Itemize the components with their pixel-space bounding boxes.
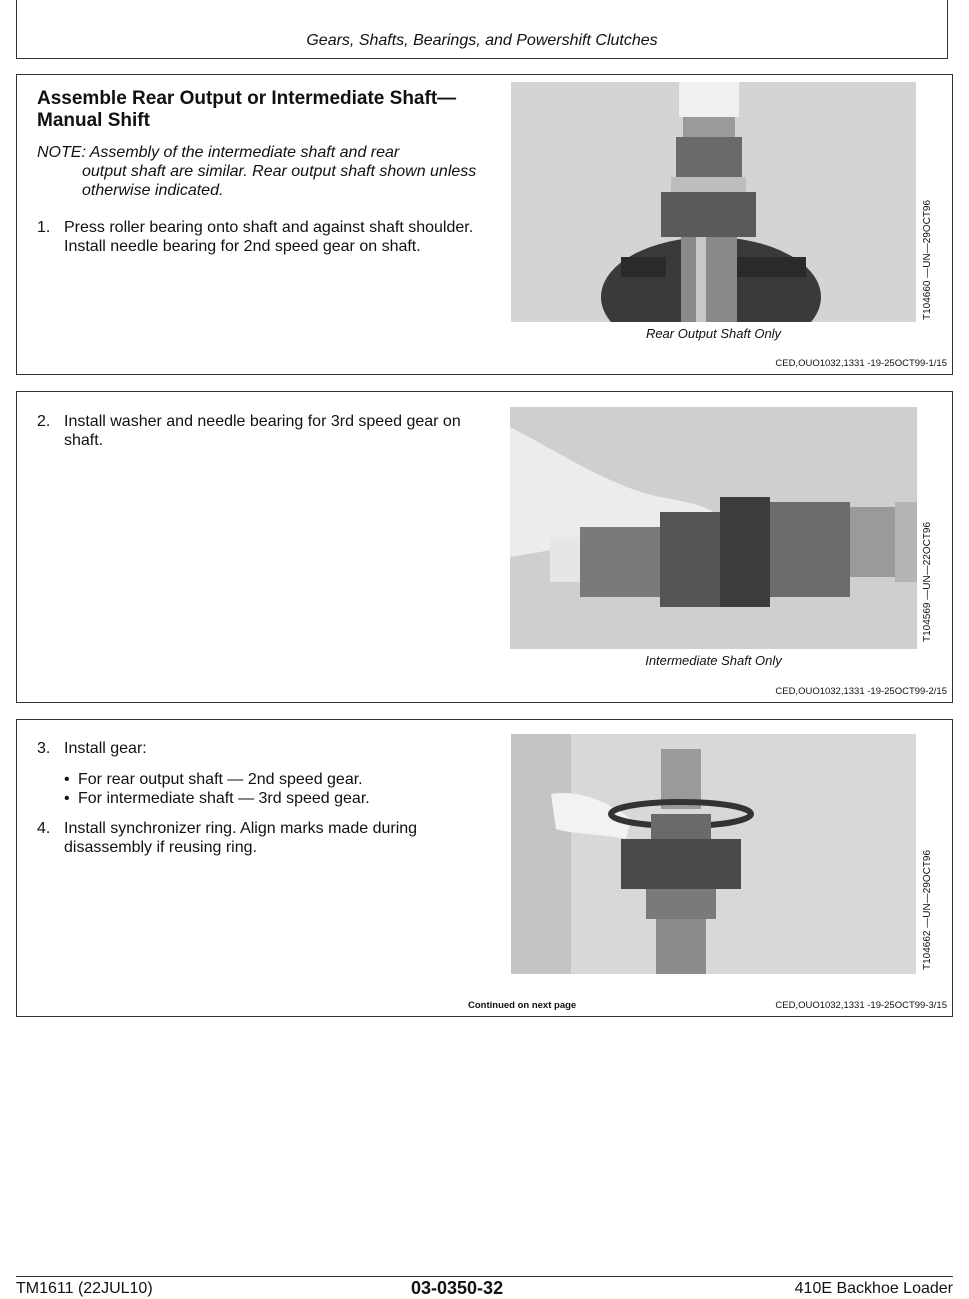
reference-code: CED,OUO1032,1331 -19-25OCT99-2/15 — [775, 686, 947, 697]
step-number: 1. — [37, 219, 51, 236]
step-number: 2. — [37, 413, 51, 430]
bullet-list — [64, 770, 370, 808]
section-3 — [16, 719, 953, 1017]
step-text: Press roller bearing onto shaft and against shaft shoulder. Install needle bearing for 2nd speed gear on shaft. — [64, 219, 474, 255]
figure-caption: Rear Output Shaft Only — [645, 326, 782, 341]
figure-id: T104662 —UN—29OCT96 — [922, 849, 933, 970]
step-text: Install synchronizer ring. Align marks made during disassembly if reusing ring. — [64, 820, 418, 856]
page-header — [16, 0, 948, 59]
section-heading: Assemble Rear Output or Intermediate Shaft—Manual Shift — [37, 88, 457, 131]
bullet-item: • For intermediate shaft — 3rd speed gear. — [64, 790, 370, 807]
footer-rule — [16, 1276, 953, 1277]
step-number: 3. — [37, 740, 51, 757]
figure-id: T104660 —UN—29OCT96 — [922, 199, 933, 320]
step-1 — [37, 218, 477, 256]
step-3 — [37, 739, 477, 758]
step-text: Install gear: — [64, 740, 147, 757]
header-title: Gears, Shafts, Bearings, and Powershift Clutches — [306, 32, 658, 49]
step-4 — [37, 819, 477, 857]
step-text: Install washer and needle bearing for 3rd speed gear on shaft. — [64, 413, 461, 449]
reference-code: CED,OUO1032,1331 -19-25OCT99-1/15 — [775, 358, 947, 369]
reference-code: CED,OUO1032,1331 -19-25OCT99-3/15 — [775, 1000, 947, 1011]
photo-rear-output-shaft — [511, 82, 916, 322]
photo-synchronizer-ring — [511, 734, 916, 974]
continued-note: Continued on next page — [468, 1000, 577, 1011]
photo-intermediate-shaft — [510, 407, 917, 649]
footer-model: 410E Backhoe Loader — [794, 1280, 953, 1297]
section-2 — [16, 391, 953, 703]
footer-doc-code: TM1611 (22JUL10) — [16, 1280, 153, 1297]
figure-id: T104569 —UN—22OCT96 — [922, 521, 933, 642]
figure-caption: Intermediate Shaft Only — [645, 653, 782, 668]
note-continuation: output shaft are similar. Rear output shaft shown unless otherwise indicated. — [82, 163, 477, 199]
bullet-item: • For rear output shaft — 2nd speed gear. — [64, 771, 363, 788]
step-2 — [37, 412, 477, 450]
footer-page-number: 03-0350-32 — [411, 1278, 504, 1298]
note — [37, 143, 477, 200]
section-1 — [16, 74, 953, 375]
note-first-line: NOTE: Assembly of the intermediate shaft and rear — [37, 144, 400, 161]
step-number: 4. — [37, 820, 51, 837]
